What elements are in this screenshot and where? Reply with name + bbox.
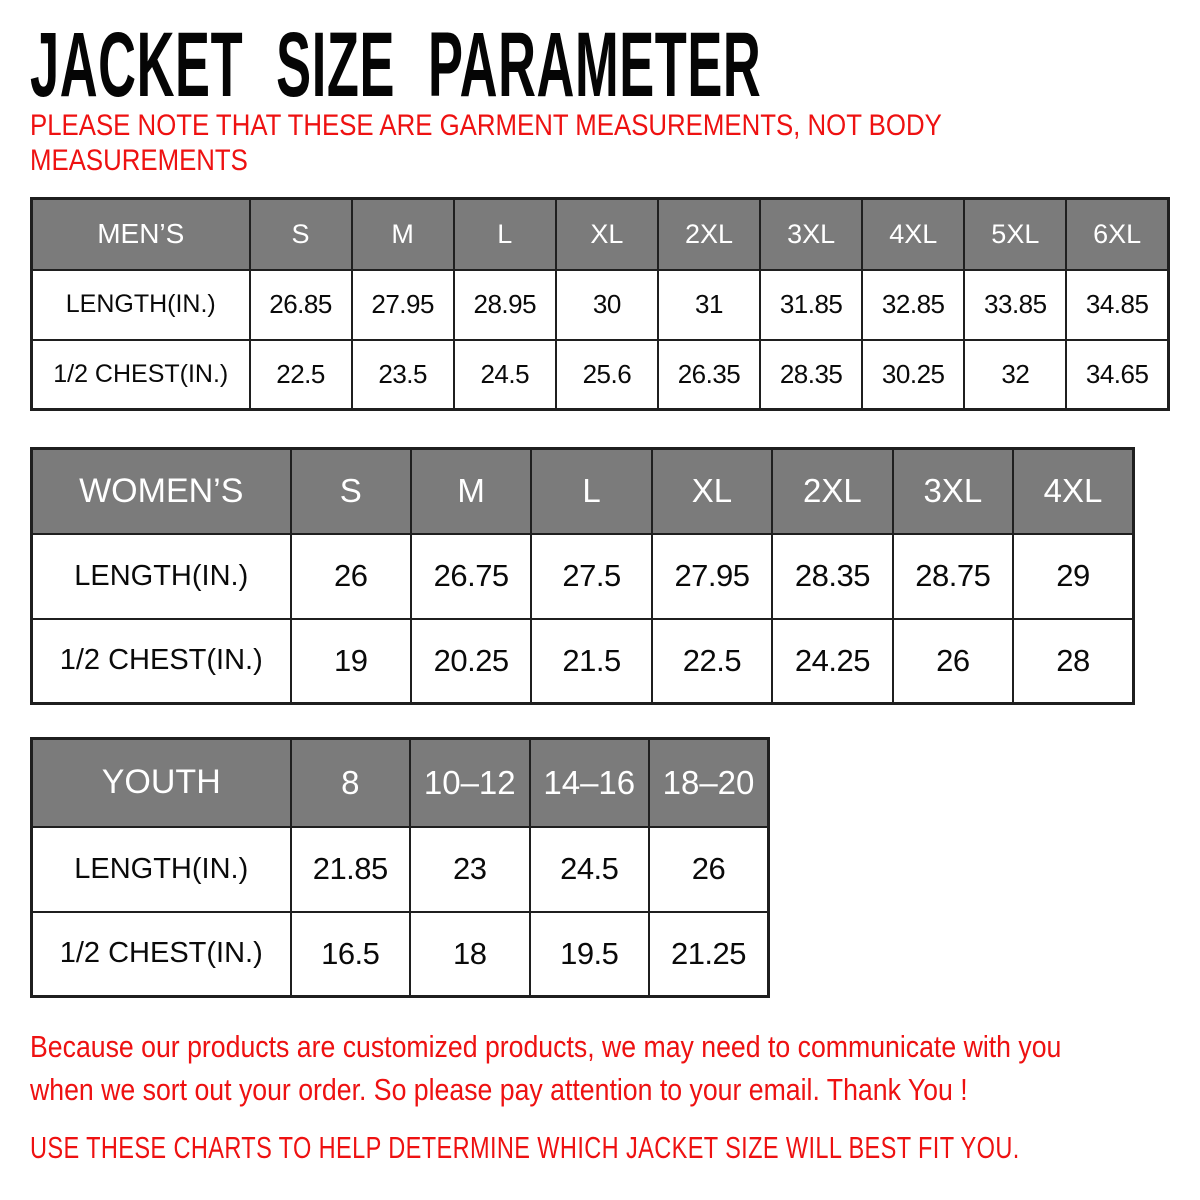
mens-length-value: 31 (658, 270, 760, 340)
youth-chest-row (32, 912, 769, 997)
youth-size-col-header: 18–20 (649, 739, 769, 827)
mens-length-value: 30 (556, 270, 658, 340)
youth-header-row (32, 739, 769, 827)
youth-chest-row-label: 1/2 CHEST(IN.) (32, 912, 291, 997)
youth-length-value: 23 (410, 827, 530, 912)
womens-length-value: 26 (291, 534, 411, 619)
customization-notice-line-2: when we sort out your order. So please pay attention to your email. Thank You ! (30, 1072, 968, 1107)
mens-chest-value: 23.5 (352, 340, 454, 410)
womens-length-row (32, 534, 1134, 619)
womens-length-value: 27.5 (531, 534, 651, 619)
womens-chest-value: 20.25 (411, 619, 531, 704)
youth-chest-value: 16.5 (291, 912, 411, 997)
womens-size-col-header: M (411, 449, 531, 534)
mens-header-row (32, 199, 1169, 270)
page-title: JACKET SIZE PARAMETER (30, 14, 762, 116)
womens-chest-value: 21.5 (531, 619, 651, 704)
mens-chest-value: 32 (964, 340, 1066, 410)
mens-size-col-header: S (250, 199, 352, 270)
womens-chest-value: 19 (291, 619, 411, 704)
youth-length-value: 21.85 (291, 827, 411, 912)
youth-size-col-header: 14–16 (530, 739, 650, 827)
mens-chest-row (32, 340, 1169, 410)
mens-length-value: 32.85 (862, 270, 964, 340)
mens-size-col-header: XL (556, 199, 658, 270)
mens-table-title: MEN’S (32, 199, 250, 270)
garment-measurement-note (30, 108, 942, 178)
womens-chest-row-label: 1/2 CHEST(IN.) (32, 619, 291, 704)
mens-length-value: 28.95 (454, 270, 556, 340)
mens-size-col-header: 3XL (760, 199, 862, 270)
womens-size-col-header: S (291, 449, 411, 534)
womens-size-col-header: L (531, 449, 651, 534)
youth-length-value: 24.5 (530, 827, 650, 912)
womens-size-col-header: 4XL (1013, 449, 1133, 534)
customization-notice-line-1: Because our products are customized products, we may need to communicate with you (30, 1029, 1062, 1064)
womens-chest-value: 24.25 (772, 619, 892, 704)
youth-length-value: 26 (649, 827, 769, 912)
youth-chest-value: 19.5 (530, 912, 650, 997)
womens-length-value: 27.95 (652, 534, 772, 619)
womens-table-title: WOMEN’S (32, 449, 291, 534)
mens-chest-value: 30.25 (862, 340, 964, 410)
youth-chest-value: 21.25 (649, 912, 769, 997)
mens-size-col-header: M (352, 199, 454, 270)
note-line-2: MEASUREMENTS (30, 144, 248, 177)
womens-size-col-header: XL (652, 449, 772, 534)
womens-size-table (30, 447, 1135, 705)
mens-length-value: 26.85 (250, 270, 352, 340)
womens-length-value: 29 (1013, 534, 1133, 619)
mens-size-col-header: 2XL (658, 199, 760, 270)
youth-size-col-header: 8 (291, 739, 411, 827)
mens-size-table (30, 197, 1170, 411)
mens-chest-value: 26.35 (658, 340, 760, 410)
mens-length-row (32, 270, 1169, 340)
mens-chest-value: 22.5 (250, 340, 352, 410)
mens-length-value: 33.85 (964, 270, 1066, 340)
customization-notice (30, 1025, 1061, 1111)
mens-chest-value: 34.65 (1066, 340, 1168, 410)
youth-table-title: YOUTH (32, 739, 291, 827)
mens-chest-value: 28.35 (760, 340, 862, 410)
womens-chest-value: 28 (1013, 619, 1133, 704)
mens-chest-value: 24.5 (454, 340, 556, 410)
womens-length-value: 26.75 (411, 534, 531, 619)
youth-length-row-label: LENGTH(IN.) (32, 827, 291, 912)
mens-chest-row-label: 1/2 CHEST(IN.) (32, 340, 250, 410)
youth-length-row (32, 827, 769, 912)
mens-length-value: 27.95 (352, 270, 454, 340)
womens-size-col-header: 3XL (893, 449, 1013, 534)
womens-length-value: 28.75 (893, 534, 1013, 619)
womens-chest-value: 26 (893, 619, 1013, 704)
youth-size-table (30, 737, 770, 998)
mens-length-value: 31.85 (760, 270, 862, 340)
mens-size-col-header: 6XL (1066, 199, 1168, 270)
youth-size-col-header: 10–12 (410, 739, 530, 827)
womens-length-row-label: LENGTH(IN.) (32, 534, 291, 619)
mens-size-col-header: L (454, 199, 556, 270)
youth-chest-value: 18 (410, 912, 530, 997)
mens-chest-value: 25.6 (556, 340, 658, 410)
womens-header-row (32, 449, 1134, 534)
mens-length-value: 34.85 (1066, 270, 1168, 340)
womens-chest-row (32, 619, 1134, 704)
womens-chest-value: 22.5 (652, 619, 772, 704)
mens-size-col-header: 5XL (964, 199, 1066, 270)
chart-usage-note: USE THESE CHARTS TO HELP DETERMINE WHICH JACKET SIZE WILL BEST FIT YOU. (30, 1130, 1020, 1165)
mens-length-row-label: LENGTH(IN.) (32, 270, 250, 340)
mens-size-col-header: 4XL (862, 199, 964, 270)
note-line-1: PLEASE NOTE THAT THESE ARE GARMENT MEASUREMENTS, NOT BODY (30, 109, 942, 142)
womens-length-value: 28.35 (772, 534, 892, 619)
womens-size-col-header: 2XL (772, 449, 892, 534)
